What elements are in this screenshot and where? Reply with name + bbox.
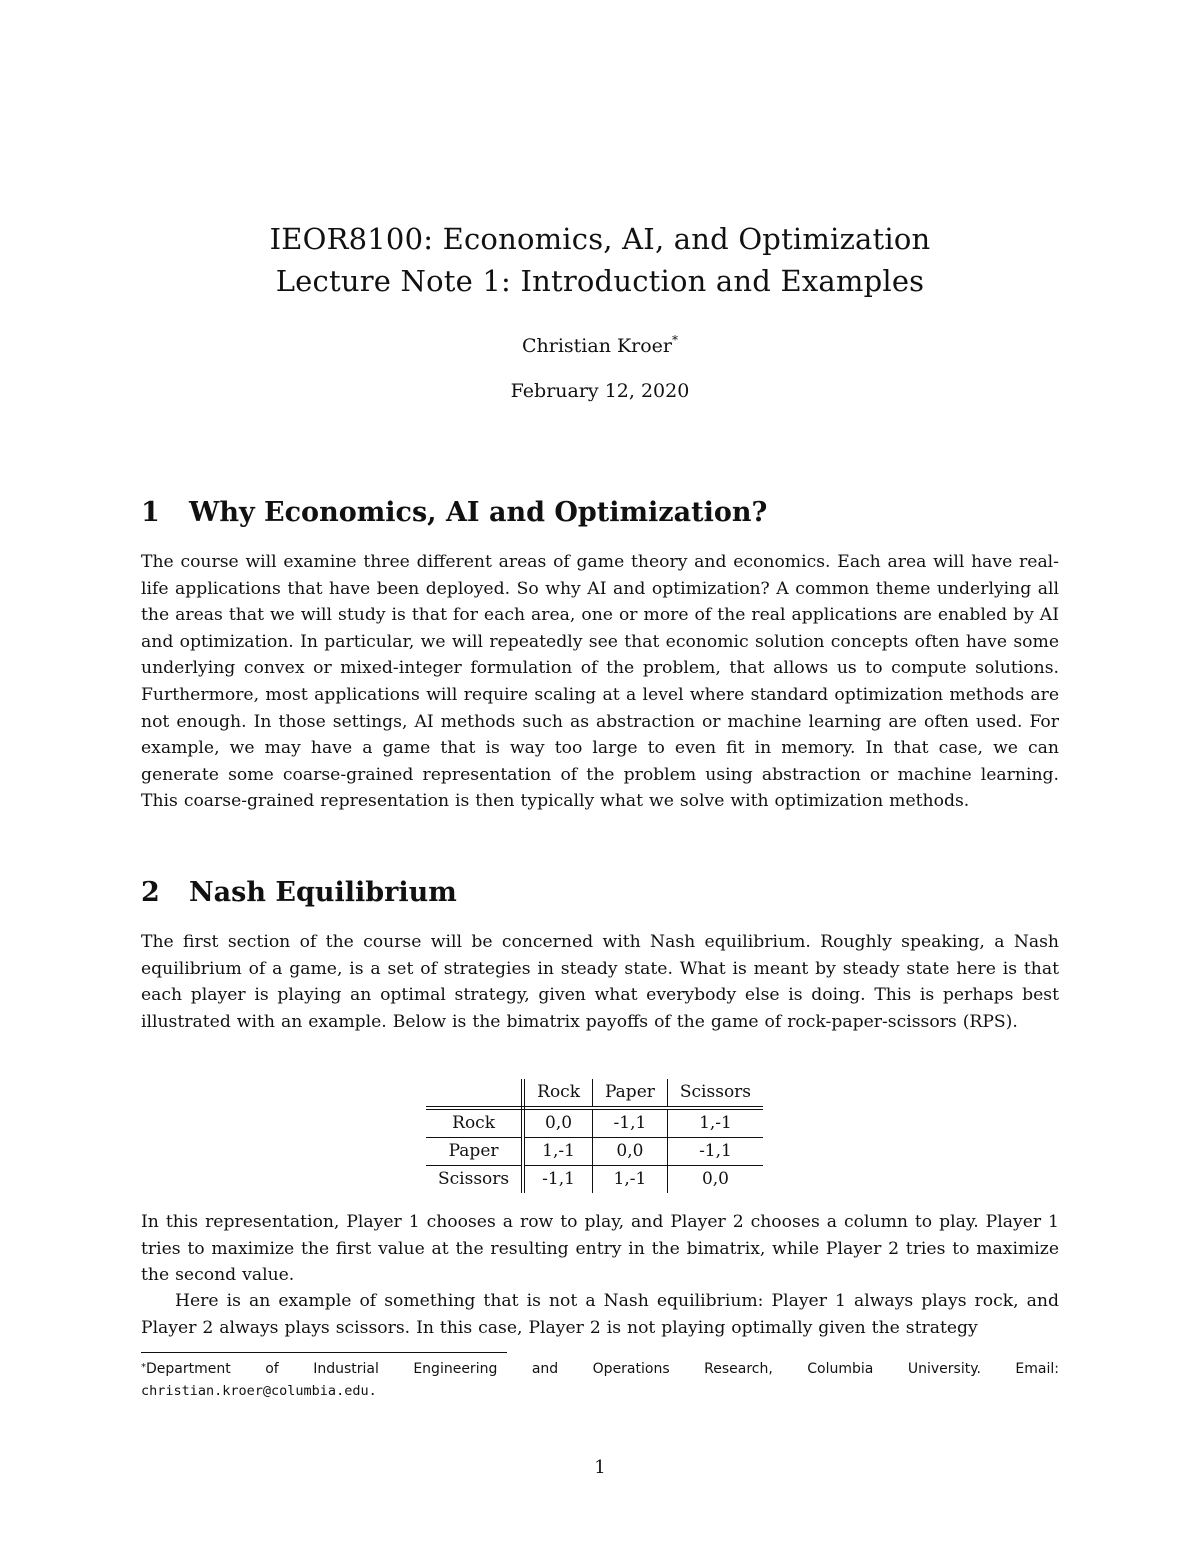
footnote-divider bbox=[141, 1352, 507, 1353]
author-name: Christian Kroer bbox=[521, 335, 673, 357]
column-header-scissors: Scissors bbox=[667, 1079, 763, 1108]
table-row bbox=[426, 1166, 763, 1194]
section-2-heading bbox=[141, 877, 1071, 908]
table-cell: 1,-1 bbox=[593, 1166, 668, 1194]
column-header-paper: Paper bbox=[593, 1079, 668, 1108]
section-1-paragraph: The course will examine three different areas of game theory and economics. Each area will have real-life applications that have been deployed. So why AI and optimization? A common theme underlying all the areas that we will study is that for each area, one or more of the real applications are enabled by AI and optimization. In particular, we will repeatedly see that economic solution concepts often have some underlying convex or mixed-integer formulation of the problem, that allows us to compute solutions. Furthermore, most applications will require scaling at a level where standard optimization methods are not enough. In those settings, AI methods such as abstraction or machine learning are often used. For example, we may have a game that is way too large to even fit in memory. In that case, we can generate some coarse-grained representation of the problem using abstraction or machine learning. This coarse-grained representation is then typically what we solve with optimization methods. bbox=[141, 552, 1059, 812]
table-row bbox=[426, 1108, 763, 1138]
page-number: 1 bbox=[594, 1457, 606, 1478]
section-1-number: 1 bbox=[141, 497, 160, 528]
author-footnote-mark: * bbox=[672, 333, 679, 347]
table-row bbox=[426, 1138, 763, 1166]
author bbox=[0, 335, 1200, 357]
footnote bbox=[141, 1358, 1059, 1380]
table-header-row bbox=[426, 1079, 763, 1108]
column-header-rock: Rock bbox=[523, 1079, 592, 1108]
table-cell: -1,1 bbox=[593, 1108, 668, 1138]
footnote-mark: * bbox=[141, 1362, 146, 1373]
section-2-paragraph: The first section of the course will be concerned with Nash equilibrium. Roughly speaking, a Nash equilibrium of a game, is a set of strategies in steady state. What is meant by steady state here is that each player is playing an optimal strategy, given what everybody else is doing. This is perhaps best illustrated with an example. Below is the bimatrix payoffs of the game of rock-paper-scissors (RPS). bbox=[141, 932, 1059, 1032]
row-header-paper: Paper bbox=[426, 1138, 523, 1166]
section-1-heading bbox=[141, 497, 1071, 528]
table-cell: -1,1 bbox=[523, 1166, 592, 1194]
footnote-email-link[interactable]: christian.kroer@columbia.edu. bbox=[141, 1383, 377, 1399]
table-cell: 1,-1 bbox=[523, 1138, 592, 1166]
row-header-rock: Rock bbox=[426, 1108, 523, 1138]
after-table-paragraph-1: In this representation, Player 1 chooses a row to play, and Player 2 chooses a column to play. Player 1 tries to maximize the first value at the resulting entry in the bimatrix, while Player 2 tries to maximize the second value. bbox=[141, 1212, 1059, 1286]
footnote-text: Department of Industrial Engineering and Operations Research, Columbia University. Email: bbox=[146, 1361, 1059, 1377]
title-line-1: IEOR8100: Economics, AI, and Optimization bbox=[269, 222, 931, 256]
title-line-2: Lecture Note 1: Introduction and Examples bbox=[275, 264, 925, 298]
section-1-title: Why Economics, AI and Optimization? bbox=[189, 497, 768, 528]
table-cell: -1,1 bbox=[667, 1138, 763, 1166]
table-cell: 0,0 bbox=[593, 1138, 668, 1166]
section-2-number: 2 bbox=[141, 877, 160, 908]
section-2-title: Nash Equilibrium bbox=[189, 877, 457, 908]
table-cell: 0,0 bbox=[523, 1108, 592, 1138]
table-cell: 0,0 bbox=[701, 1169, 729, 1189]
date: February 12, 2020 bbox=[510, 380, 690, 402]
table-corner-cell bbox=[426, 1079, 523, 1108]
after-table-paragraph-2: Here is an example of something that is not a Nash equilibrium: Player 1 always plays rock, and Player 2 always plays scissors. In this case, Player 2 is not playing optimally given the strategy bbox=[141, 1291, 1059, 1338]
rps-payoff-table bbox=[426, 1079, 763, 1193]
row-header-scissors: Scissors bbox=[426, 1166, 523, 1194]
table-cell: 1,-1 bbox=[667, 1108, 763, 1138]
